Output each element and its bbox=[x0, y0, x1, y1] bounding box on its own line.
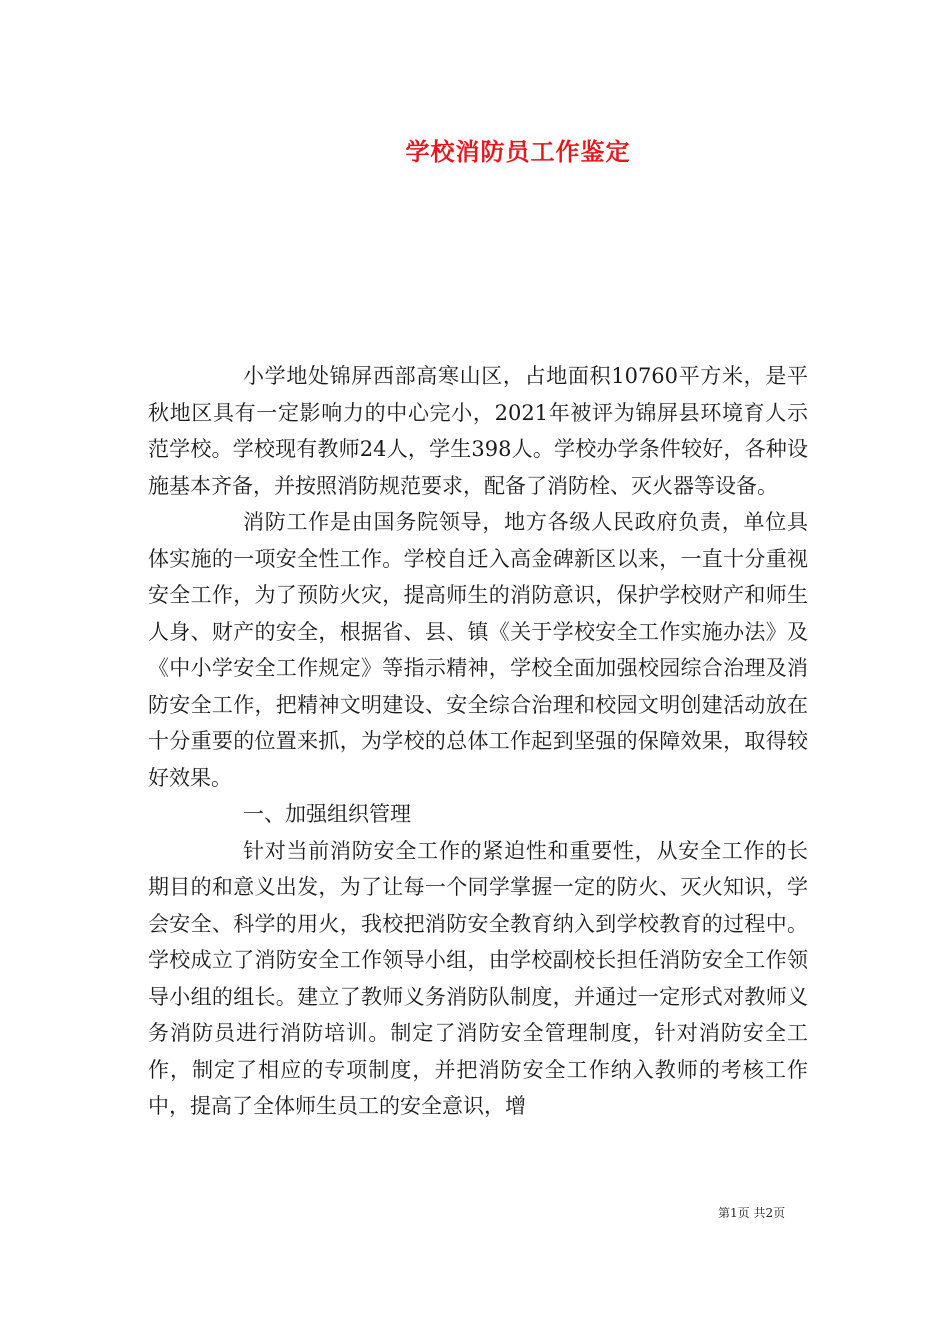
document-body bbox=[148, 358, 808, 1125]
paragraph-organization: 针对当前消防安全工作的紧迫性和重要性，从安全工作的长期目的和意义出发，为了让每一个同学掌握一定的防火、灭火知识，学会安全、科学的用火，我校把消防安全教育纳入到学校教育的过程中。学校成立了消防安全工作领导小组，由学校副校长担任消防安全工作领导小组的组长。建立了教师义务消防队制度，并通过一定形式对教师义务消防员进行消防培训。制定了消防安全管理制度，针对消防安全工作，制定了相应的专项制度，并把消防安全工作纳入教师的考核工作中，提高了全体师生员工的安全意识，增 bbox=[148, 838, 808, 1118]
section-heading: 一、加强组织管理 bbox=[243, 802, 411, 826]
paragraph-intro: 小学地处锦屏西部高寒山区，占地面积10760平方米，是平秋地区具有一定影响力的中心完小，2021年被评为锦屏县环境育人示范学校。学校现有教师24人，学生398人。学校办学条件较好，各种设施基本齐备，并按照消防规范要求，配备了消防栓、灭火器等设备。 bbox=[148, 364, 808, 498]
paragraph-background: 消防工作是由国务院领导，地方各级人民政府负责，单位具体实施的一项安全性工作。学校自迁入高金碑新区以来，一直十分重视安全工作，为了预防火灾，提高师生的消防意识，保护学校财产和师生人身、财产的安全，根据省、县、镇《关于学校安全工作实施办法》及《中小学安全工作规定》等指示精神，学校全面加强校园综合治理及消防安全工作，把精神文明建设、安全综合治理和校园文明创建活动放在十分重要的位置来抓，为学校的总体工作起到坚强的保障效果，取得较好效果。 bbox=[148, 510, 808, 790]
document-title: 学校消防员工作鉴定 bbox=[405, 137, 631, 166]
page-number: 第1页 共2页 bbox=[718, 1206, 786, 1220]
